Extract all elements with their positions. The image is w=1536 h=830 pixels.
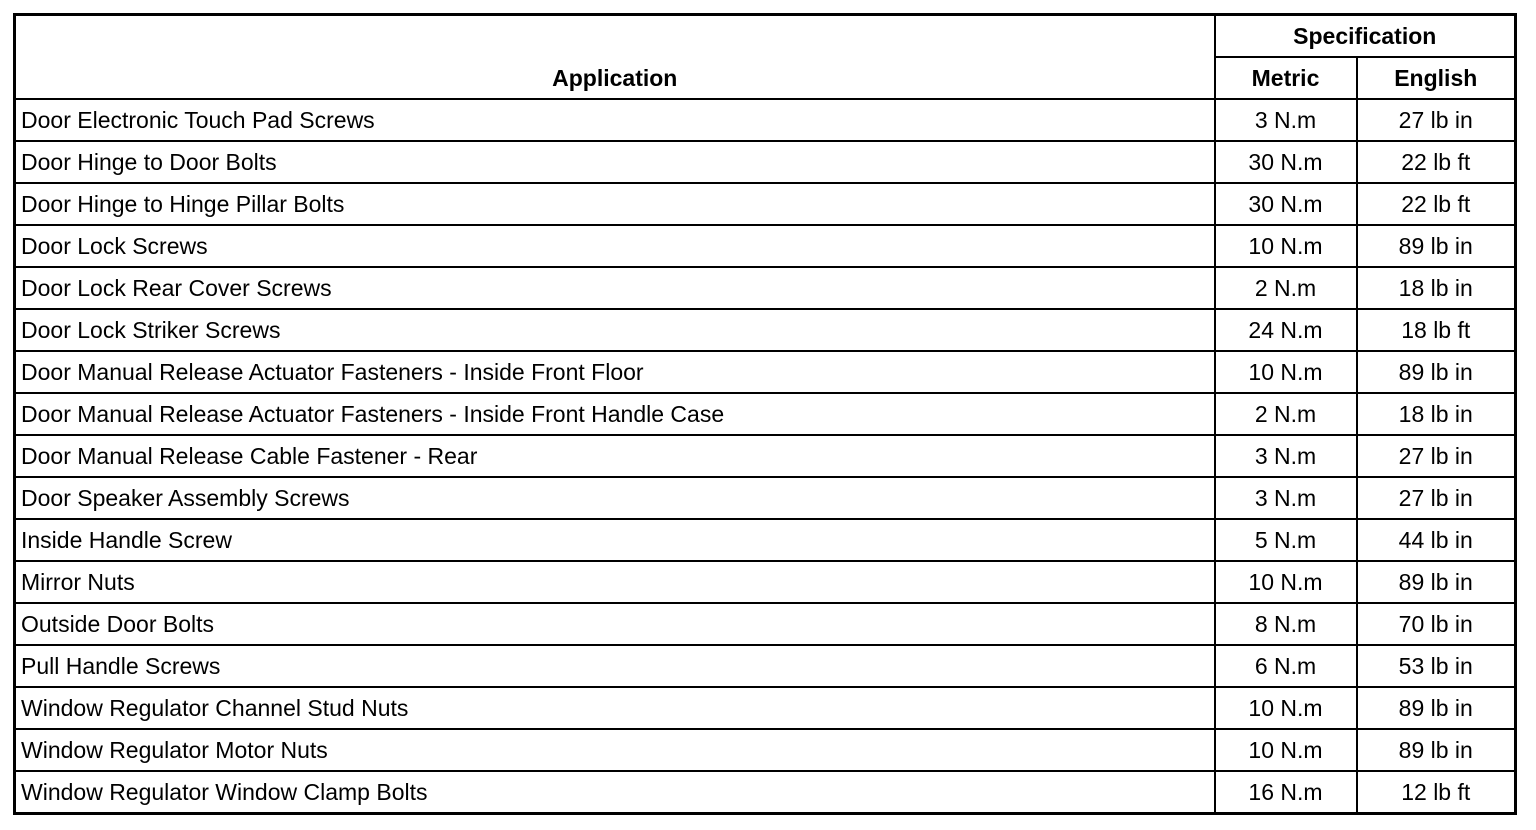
table-row	[15, 393, 1516, 435]
metric-cell: 10 N.m	[1215, 225, 1357, 267]
table-row	[15, 435, 1516, 477]
torque-spec-table	[13, 13, 1517, 815]
table-row	[15, 183, 1516, 225]
english-cell: 27 lb in	[1357, 99, 1516, 141]
application-cell: Door Lock Screws	[15, 225, 1215, 267]
english-cell: 27 lb in	[1357, 435, 1516, 477]
metric-header: Metric	[1215, 57, 1357, 99]
table-row	[15, 309, 1516, 351]
table-row	[15, 267, 1516, 309]
metric-cell: 10 N.m	[1215, 351, 1357, 393]
table-row	[15, 561, 1516, 603]
application-cell: Window Regulator Window Clamp Bolts	[15, 771, 1215, 814]
english-cell: 89 lb in	[1357, 729, 1516, 771]
application-cell: Inside Handle Screw	[15, 519, 1215, 561]
metric-cell: 3 N.m	[1215, 99, 1357, 141]
english-cell: 70 lb in	[1357, 603, 1516, 645]
application-cell: Door Hinge to Hinge Pillar Bolts	[15, 183, 1215, 225]
metric-cell: 2 N.m	[1215, 267, 1357, 309]
application-cell: Door Lock Striker Screws	[15, 309, 1215, 351]
english-cell: 18 lb in	[1357, 393, 1516, 435]
english-cell: 89 lb in	[1357, 225, 1516, 267]
table-body	[15, 99, 1516, 814]
application-cell: Pull Handle Screws	[15, 645, 1215, 687]
metric-cell: 2 N.m	[1215, 393, 1357, 435]
specification-header: Specification	[1215, 15, 1516, 58]
table-row	[15, 225, 1516, 267]
english-cell: 89 lb in	[1357, 561, 1516, 603]
application-cell: Door Electronic Touch Pad Screws	[15, 99, 1215, 141]
metric-cell: 5 N.m	[1215, 519, 1357, 561]
table-header	[15, 15, 1516, 100]
metric-cell: 3 N.m	[1215, 477, 1357, 519]
application-cell: Window Regulator Motor Nuts	[15, 729, 1215, 771]
table-row	[15, 603, 1516, 645]
english-cell: 22 lb ft	[1357, 183, 1516, 225]
table-row	[15, 771, 1516, 814]
metric-cell: 6 N.m	[1215, 645, 1357, 687]
table-row	[15, 645, 1516, 687]
table-row	[15, 687, 1516, 729]
metric-cell: 3 N.m	[1215, 435, 1357, 477]
english-cell: 12 lb ft	[1357, 771, 1516, 814]
application-cell: Window Regulator Channel Stud Nuts	[15, 687, 1215, 729]
english-cell: 89 lb in	[1357, 687, 1516, 729]
english-cell: 27 lb in	[1357, 477, 1516, 519]
metric-cell: 30 N.m	[1215, 183, 1357, 225]
table-row	[15, 99, 1516, 141]
metric-cell: 24 N.m	[1215, 309, 1357, 351]
header-row-top	[15, 15, 1516, 58]
english-header: English	[1357, 57, 1516, 99]
application-cell: Door Manual Release Cable Fastener - Rear	[15, 435, 1215, 477]
table-row	[15, 477, 1516, 519]
table-row	[15, 141, 1516, 183]
application-cell: Door Lock Rear Cover Screws	[15, 267, 1215, 309]
application-cell: Outside Door Bolts	[15, 603, 1215, 645]
table-row	[15, 351, 1516, 393]
table-row	[15, 519, 1516, 561]
metric-cell: 10 N.m	[1215, 561, 1357, 603]
english-cell: 89 lb in	[1357, 351, 1516, 393]
metric-cell: 10 N.m	[1215, 687, 1357, 729]
metric-cell: 30 N.m	[1215, 141, 1357, 183]
application-cell: Door Manual Release Actuator Fasteners - Inside Front Floor	[15, 351, 1215, 393]
metric-cell: 16 N.m	[1215, 771, 1357, 814]
application-cell: Mirror Nuts	[15, 561, 1215, 603]
english-cell: 53 lb in	[1357, 645, 1516, 687]
metric-cell: 10 N.m	[1215, 729, 1357, 771]
metric-cell: 8 N.m	[1215, 603, 1357, 645]
application-cell: Door Hinge to Door Bolts	[15, 141, 1215, 183]
english-cell: 44 lb in	[1357, 519, 1516, 561]
english-cell: 18 lb in	[1357, 267, 1516, 309]
application-header: Application	[15, 15, 1215, 100]
application-cell: Door Speaker Assembly Screws	[15, 477, 1215, 519]
english-cell: 22 lb ft	[1357, 141, 1516, 183]
application-cell: Door Manual Release Actuator Fasteners - Inside Front Handle Case	[15, 393, 1215, 435]
english-cell: 18 lb ft	[1357, 309, 1516, 351]
table-row	[15, 729, 1516, 771]
